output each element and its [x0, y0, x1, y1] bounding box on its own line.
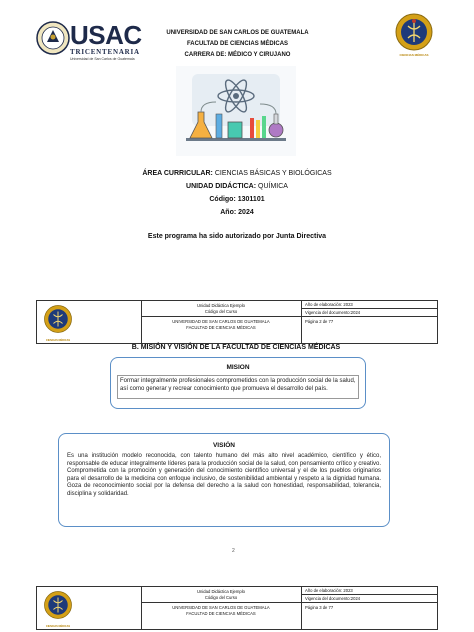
course-code: Código del Curso — [204, 309, 238, 314]
anio-line — [100, 209, 374, 216]
elaboration-year: Año de elaboración: 2023 — [305, 302, 353, 307]
lab-equipment-icon — [176, 66, 296, 156]
tricentenaria-text: TRICENTENARIA — [70, 48, 140, 56]
unidad-label: UNIDAD DIDÁCTICA: — [186, 183, 257, 190]
faculty-logo — [394, 12, 434, 62]
usac-subtitle: Universidad de San Carlos de Guatemala — [70, 57, 135, 61]
anio-label: Año: — [220, 209, 237, 216]
vision-title: VISIÓN — [212, 442, 236, 449]
elaboration-year: Año de elaboración: 2023 — [305, 588, 353, 593]
table-university: UNIVERSIDAD DE SAN CARLOS DE GUATEMALA — [172, 605, 270, 610]
mission-text: Formar integralmente profesionales comprometidos con la producción social de la salud, así como generar y recrear conocimiento que promueva el desarrollo del país. — [120, 378, 356, 392]
document-validity: Vigencia del documento:2024 — [305, 596, 361, 601]
unit-example: Unidad Didáctica Ejemplo — [197, 589, 245, 594]
mission-text-frame — [117, 375, 359, 399]
section-title: B. MISIÓN Y VISIÓN DE LA FACULTAD DE CIENCIAS MÉDICAS — [131, 344, 341, 351]
mission-title: MISION — [226, 364, 250, 371]
header-faculty: FACULTAD DE CIENCIAS MÉDICAS — [186, 41, 289, 47]
document-validity: Vigencia del documento:2024 — [305, 310, 361, 315]
usac-seal-icon — [36, 20, 70, 60]
usac-wordmark: USAC — [70, 20, 142, 50]
authorized-statement: Este programa ha sido autorizado por Junta Directiva — [147, 233, 327, 240]
document-info-table-2 — [36, 586, 438, 630]
codigo-line — [100, 196, 374, 203]
faculty-logo-caption: CIENCIAS MÉDICAS — [399, 53, 429, 57]
table-logo-caption: CIENCIAS MÉDICAS — [45, 625, 71, 628]
course-code: Código del Curso — [204, 595, 238, 600]
vision-text: Es una institución modelo reconocida, con talento humano del más alto nivel académico, científico y ético, responsable de educar integralmente líderes para la producción social de la salud, con pensamiento crítico y creativo. Comprometida con la promoción y generación del conocimiento científico universal y el de los pueblos originarios para el desarrollo de la medicina con enfoque inclusivo, de sostenibilidad ambiental y respeto a la dignidad humana. Goza de reconocimiento social por la defensa del derecho a la salud con honestidad, responsabilidad, tolerancia, disciplina y solidaridad. — [67, 453, 381, 497]
table-faculty: FACULTAD DE CIENCIAS MÉDICAS — [186, 325, 256, 330]
table-faculty-logo — [43, 304, 73, 340]
page-number: 2 — [232, 548, 235, 554]
faculty-seal-icon — [43, 304, 73, 334]
unit-example: Unidad Didáctica Ejemplo — [197, 303, 245, 308]
table-university: UNIVERSIDAD DE SAN CARLOS DE GUATEMALA — [172, 319, 270, 324]
faculty-seal-icon — [394, 12, 434, 52]
faculty-seal-icon — [43, 590, 73, 620]
curricular-area-line — [100, 170, 374, 177]
header-career: CARRERA DE: MÉDICO Y CIRUJANO — [184, 52, 291, 58]
header-university: UNIVERSIDAD DE SAN CARLOS DE GUATEMALA — [166, 30, 309, 36]
codigo-label: Código: — [209, 196, 236, 203]
unidad-line — [100, 183, 374, 190]
curricular-area-value: CIENCIAS BÁSICAS Y BIOLÓGICAS — [214, 170, 332, 177]
table-faculty: FACULTAD DE CIENCIAS MÉDICAS — [186, 611, 256, 616]
chemistry-illustration — [176, 66, 296, 156]
usac-logo — [36, 18, 156, 64]
curricular-area-label: ÁREA CURRICULAR: — [142, 170, 213, 177]
anio-value: 2024 — [238, 209, 254, 216]
codigo-value: 1301101 — [237, 196, 265, 203]
page-indicator: Página 2 de 77 — [305, 319, 334, 324]
document-info-table — [36, 300, 438, 344]
table-logo-caption: CIENCIAS MÉDICAS — [45, 339, 71, 342]
table-faculty-logo — [43, 590, 73, 626]
vision-box — [58, 433, 390, 527]
page-indicator: Página 3 de 77 — [305, 605, 334, 610]
mission-box — [110, 357, 366, 409]
unidad-value: QUÍMICA — [258, 183, 288, 190]
